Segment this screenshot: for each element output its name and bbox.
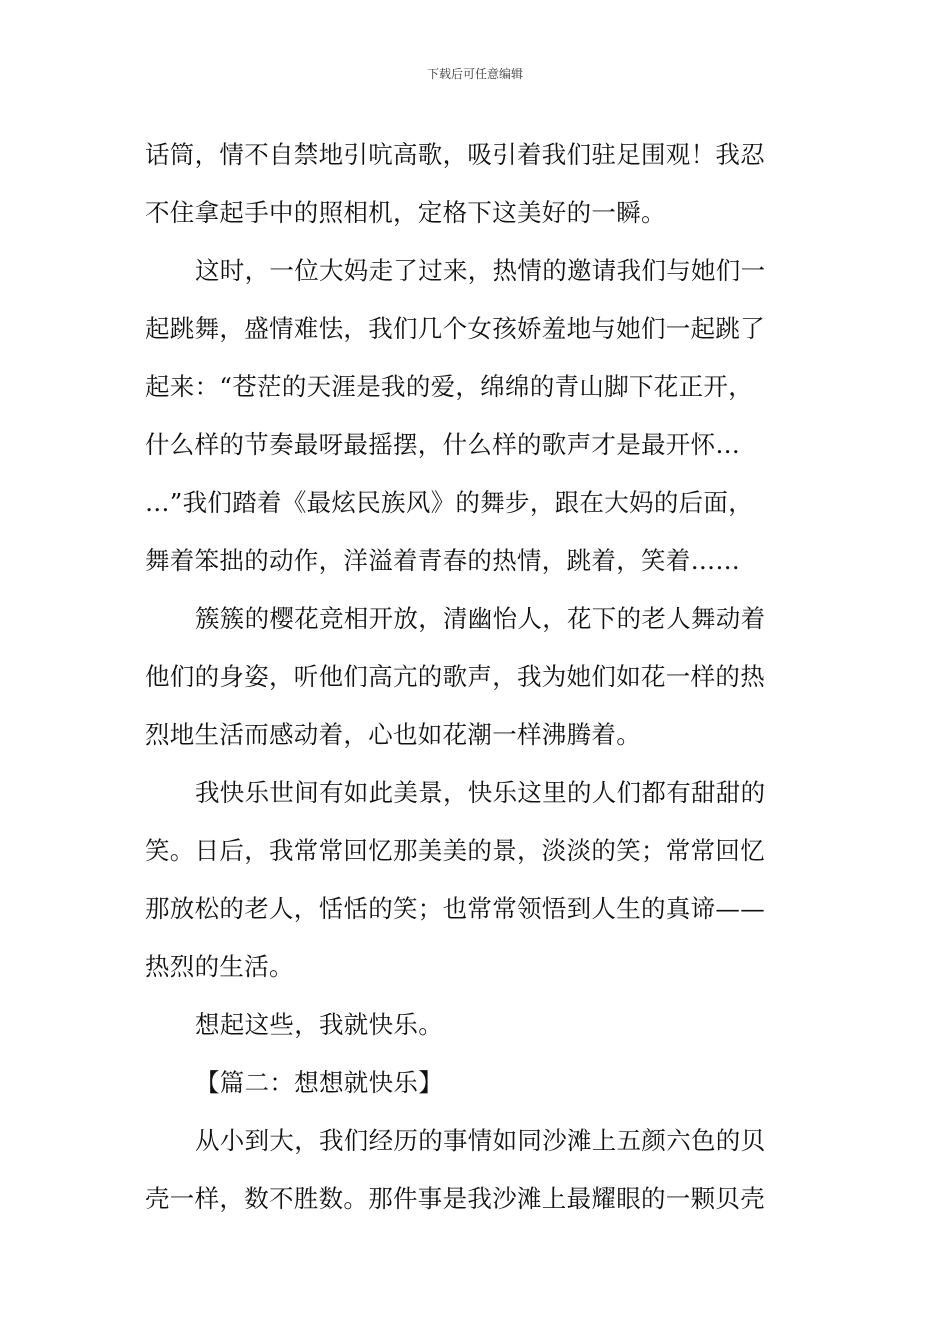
paragraph-start-line: 簇簇的樱花竞相开放，清幽怡人，花下的老人舞动着 [195,604,766,633]
text-line: 他们的身姿，听他们高亢的歌声，我为她们如花一样的热 [145,662,765,691]
paragraph-start-line: 从小到大，我们经历的事情如同沙滩上五颜六色的贝 [195,1126,766,1155]
text-line: 笑。日后，我常常回忆那美美的景，淡淡的笑；常常回忆 [145,836,765,865]
paragraph-start-line: 我快乐世间有如此美景，快乐这里的人们都有甜甜的 [195,778,766,807]
text-line: …”我们踏着《最炫民族风》的舞步，跟在大妈的后面， [145,488,754,517]
document-body [145,126,805,1228]
text-line: 那放松的老人，恬恬的笑；也常常领悟到人生的真谛—— [145,894,765,923]
text-line: 不住拿起手中的照相机，定格下这美好的一瞬。 [145,198,666,227]
paragraph-start-line: 想起这些，我就快乐。 [195,1010,443,1039]
text-line: 起跳舞，盛情难怯，我们几个女孩娇羞地与她们一起跳了 [145,314,765,343]
text-line: 话筒，情不自禁地引吭高歌，吸引着我们驻足围观！我忍 [145,140,765,169]
text-line: 壳一样，数不胜数。那件事是我沙滩上最耀眼的一颗贝壳 [145,1184,765,1213]
text-line: 烈地生活而感动着，心也如花潮一样沸腾着。 [145,720,641,749]
section-heading: 【篇二：想想就快乐】 [195,1068,443,1097]
text-line: 热烈的生活。 [145,952,294,981]
text-line: 舞着笨拙的动作，洋溢着青春的热情，跳着，笑着…… [145,546,741,575]
text-line: 什么样的节奏最呀最摇摆，什么样的歌声才是最开怀… [145,430,741,459]
paragraph-start-line: 这时，一位大妈走了过来，热情的邀请我们与她们一 [195,256,766,285]
text-line: 起来：“苍茫的天涯是我的爱，绵绵的青山脚下花正开， [145,372,754,401]
page-header: 下载后可任意编辑 [426,67,523,81]
